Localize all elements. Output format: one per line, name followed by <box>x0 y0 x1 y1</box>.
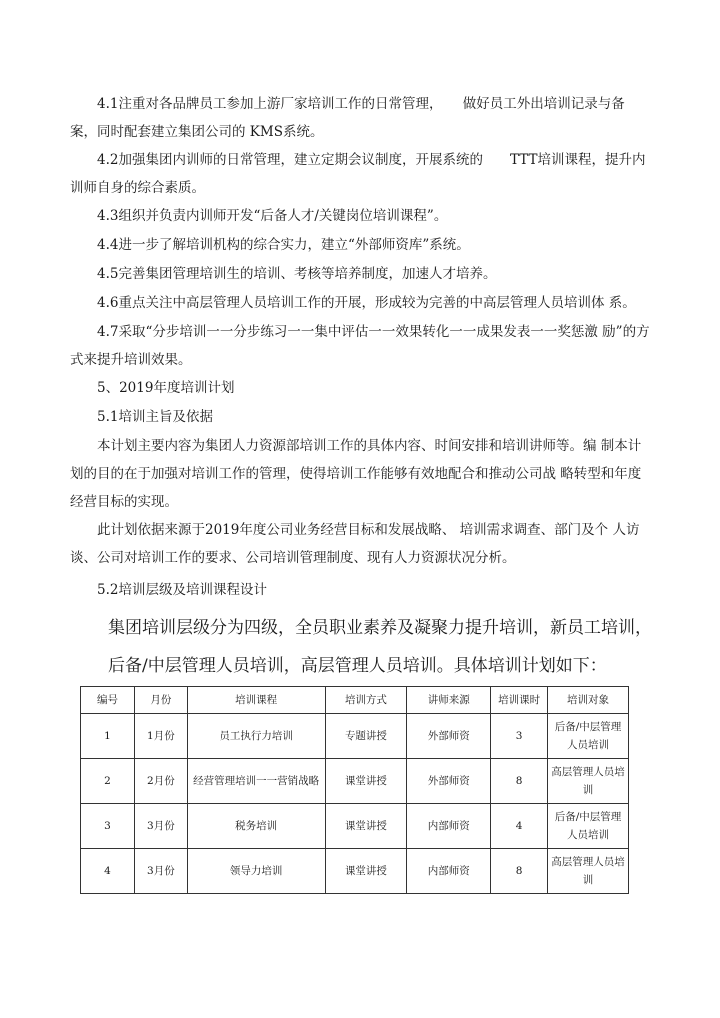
paragraph-4-5: 4.5完善集团管理培训生的培训、考核等培养制度，加速人才培养。 <box>97 266 497 282</box>
header-lecturer-source: 讲师来源 <box>407 687 491 714</box>
table-row <box>81 759 629 804</box>
paragraph-5-1-basis: 此计划依据来源于2019年度公司业务经营目标和发展战略、 培训需求调查、部门及个 人访谈、公司对培训工作的要求、公司培训管理制度、现有人力资源状况分析。 <box>70 522 640 566</box>
cell-target: 后备/中层管理 人员培训 <box>548 714 629 759</box>
cell-course: 领导力培训 <box>187 849 325 894</box>
section-5-heading: 5、2019年度培训计划 <box>97 380 235 396</box>
cell-number: 4 <box>81 849 135 894</box>
cell-number: 3 <box>81 804 135 849</box>
cell-month: 2月份 <box>134 759 187 804</box>
cell-number: 2 <box>81 759 135 804</box>
table-row <box>81 714 629 759</box>
paragraph-4-6: 4.6重点关注中高层管理人员培训工作的开展，形成较为完善的中高层管理人员培训体 系。 <box>97 295 636 311</box>
paragraph-4-3: 4.3组织并负责内训师开发“后备人才/关键岗位培训课程”。 <box>97 208 448 224</box>
cell-month: 3月份 <box>134 804 187 849</box>
header-target: 培训对象 <box>548 687 629 714</box>
table-row <box>81 804 629 849</box>
cell-target: 后备/中层管理 人员培训 <box>548 804 629 849</box>
paragraph-4-4: 4.4进一步了解培训机构的综合实力，建立“外部师资库”系统。 <box>97 237 470 253</box>
header-course: 培训课程 <box>187 687 325 714</box>
paragraph-4-7: 4.7采取“分步培训一一分步练习一一集中评估一一效果转化一一成果发表一一奖惩激 励”的方式来提升培训效果。 <box>70 324 650 368</box>
intro-line-2: 后备/中层管理人员培训，高层管理人员培训。具体培训计划如下： <box>108 656 607 676</box>
cell-course: 税务培训 <box>187 804 325 849</box>
table-header-row <box>81 687 629 714</box>
cell-hours: 4 <box>491 804 548 849</box>
cell-lecturer-source: 内部师资 <box>407 804 491 849</box>
cell-month: 1月份 <box>134 714 187 759</box>
cell-method: 专题讲授 <box>325 714 407 759</box>
cell-number: 1 <box>81 714 135 759</box>
header-hours: 培训课时 <box>491 687 548 714</box>
header-month: 月份 <box>134 687 187 714</box>
cell-target: 高层管理人员培训 <box>548 849 629 894</box>
cell-month: 3月份 <box>134 849 187 894</box>
paragraph-5-1-purpose: 本计划主要内容为集团人力资源部培训工作的具体内容、时间安排和培训讲师等。编 制本计划的目的在于加强对培训工作的管理，使得培训工作能够有效地配合和推动公司战 略转型和年度经营目标的实现。 <box>70 438 642 510</box>
cell-hours: 8 <box>491 759 548 804</box>
cell-lecturer-source: 内部师资 <box>407 849 491 894</box>
training-plan-table <box>80 686 629 894</box>
cell-course: 经营管理培训一一营销战略 <box>187 759 325 804</box>
cell-method: 课堂讲授 <box>325 759 407 804</box>
cell-method: 课堂讲授 <box>325 804 407 849</box>
section-5-1-heading: 5.1培训主旨及依据 <box>97 409 213 425</box>
header-number: 编号 <box>81 687 135 714</box>
paragraph-4-2: 4.2加强集团内训师的日常管理，建立定期会议制度，开展系统的 TTT培训课程，提升内训师自身的综合素质。 <box>70 152 646 196</box>
section-5-2-heading: 5.2培训层级及培训课程设计 <box>97 582 267 598</box>
cell-method: 课堂讲授 <box>325 849 407 894</box>
cell-target: 高层管理人员培训 <box>548 759 629 804</box>
intro-line-1: 集团培训层级分为四级，全员职业素养及凝聚力提升培训，新员工培训， <box>108 618 652 638</box>
cell-lecturer-source: 外部师资 <box>407 714 491 759</box>
paragraph-4-1: 4.1注重对各品牌员工参加上游厂家培训工作的日常管理， 做好员工外出培训记录与备案，同时配套建立集团公司的 KMS系统。 <box>70 96 625 140</box>
cell-hours: 8 <box>491 849 548 894</box>
table-row <box>81 849 629 894</box>
header-method: 培训方式 <box>325 687 407 714</box>
cell-hours: 3 <box>491 714 548 759</box>
cell-lecturer-source: 外部师资 <box>407 759 491 804</box>
cell-course: 员工执行力培训 <box>187 714 325 759</box>
